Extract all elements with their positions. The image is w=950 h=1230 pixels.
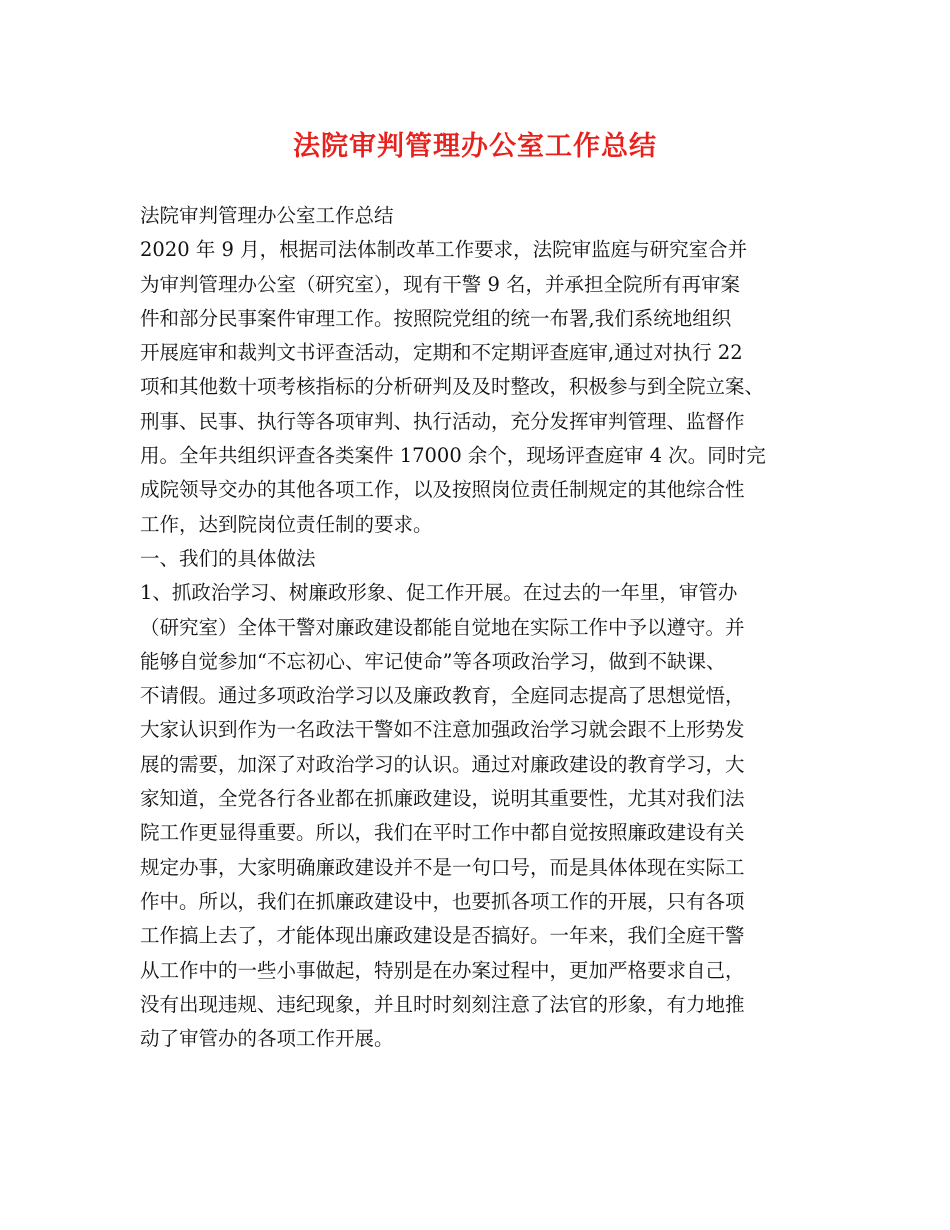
body-line: 1、抓政治学习、树廉政形象、促工作开展。在过去的一年里，审管办	[140, 581, 738, 605]
body-line: 用。全年共组织评查各类案件 17000 余个，现场评查庭审 4 次。同时完	[140, 444, 766, 468]
body-line: 家知道，全党各行各业都在抓廉政建设，说明其重要性，尤其对我们法	[140, 787, 745, 811]
body-line: 展的需要，加深了对政治学习的认识。通过对廉政建设的教育学习，大	[140, 752, 745, 776]
body-line: 法院审判管理办公室工作总结	[140, 204, 394, 227]
body-line: 项和其他数十项考核指标的分析研判及及时整改，积极参与到全院立案、	[140, 375, 765, 399]
body-line: （研究室）全体干警对廉政建设都能自觉地在实际工作中予以遵守。并	[140, 615, 745, 639]
body-line: 工作，达到院岗位责任制的要求。	[140, 512, 433, 536]
body-line: 刑事、民事、执行等各项审判、执行活动，充分发挥审判管理、监督作	[140, 409, 745, 433]
body-line: 动了审管办的各项工作开展。	[140, 1027, 394, 1051]
body-line: 2020 年 9 月，根据司法体制改革工作要求，法院审监庭与研究室合并	[140, 238, 748, 262]
document-body	[140, 199, 840, 1056]
body-line: 作中。所以，我们在抓廉政建设中，也要抓各项工作的开展，只有各项	[140, 889, 745, 913]
body-line: 不请假。通过多项政治学习以及廉政教育，全庭同志提高了思想觉悟，	[140, 684, 745, 708]
body-line: 为审判管理办公室（研究室），现有干警 9 名，并承担全院所有再审案	[140, 272, 741, 296]
body-line: 院工作更显得重要。所以，我们在平时工作中都自觉按照廉政建设有关	[140, 821, 745, 845]
body-line: 工作搞上去了，才能体现出廉政建设是否搞好。一年来，我们全庭干警	[140, 924, 745, 948]
body-line: 大家认识到作为一名政法干警如不注意加强政治学习就会跟不上形势发	[140, 718, 745, 742]
body-line: 能够自觉参加“不忘初心、牢记使命”等各项政治学习，做到不缺课、	[140, 649, 726, 673]
body-line: 开展庭审和裁判文书评查活动，定期和不定期评查庭审,通过对执行 22	[140, 341, 743, 365]
document-title: 法院审判管理办公室工作总结	[293, 131, 657, 162]
body-line: 从工作中的一些小事做起，特别是在办案过程中，更加严格要求自己，	[140, 958, 745, 982]
body-line: 没有出现违规、违纪现象，并且时时刻刻注意了法官的形象，有力地推	[140, 992, 745, 1016]
body-line: 件和部分民事案件审理工作。按照院党组的统一布署,我们系统地组织	[140, 306, 732, 330]
section-heading: 一、我们的具体做法	[140, 546, 316, 570]
body-line: 成院领导交办的其他各项工作，以及按照岗位责任制规定的其他综合性	[140, 478, 745, 502]
body-line: 规定办事，大家明确廉政建设并不是一句口号，而是具体体现在实际工	[140, 855, 745, 879]
